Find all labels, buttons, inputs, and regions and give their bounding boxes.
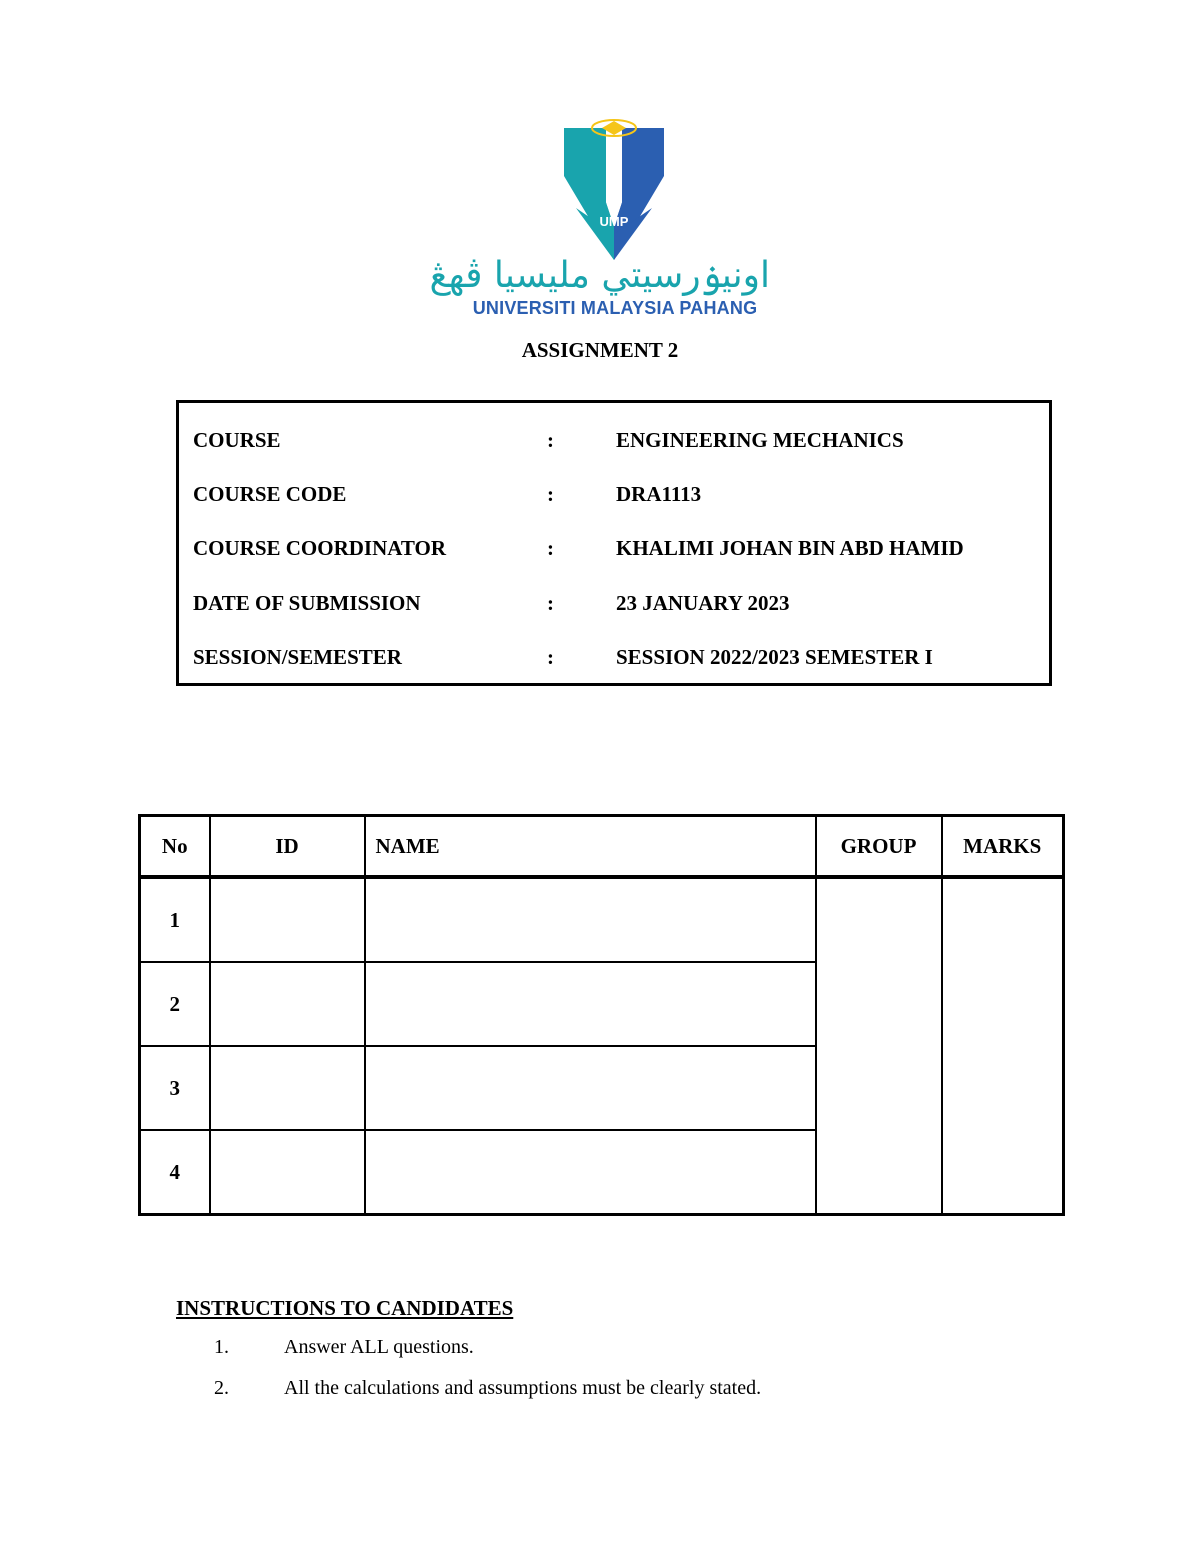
submission-date-label: DATE OF SUBMISSION — [193, 591, 421, 615]
id-header: ID — [210, 816, 365, 878]
page-title: ASSIGNMENT 2 — [521, 338, 679, 362]
instruction-number: 2. — [214, 1377, 229, 1399]
course-value: ENGINEERING MECHANICS — [616, 428, 904, 452]
colon: : — [547, 536, 554, 560]
table-row — [140, 877, 1064, 962]
student-name-cell[interactable] — [365, 1130, 816, 1215]
course-label: COURSE — [193, 428, 281, 452]
colon: : — [547, 482, 554, 506]
student-id-cell[interactable] — [210, 877, 365, 962]
group-header: GROUP — [816, 816, 942, 878]
marks-cell[interactable] — [942, 877, 1064, 1215]
row-number: 3 — [140, 1046, 210, 1130]
course-coordinator-label: COURSE COORDINATOR — [193, 536, 447, 560]
instructions-title: INSTRUCTIONS TO CANDIDATES — [176, 1296, 514, 1320]
course-coordinator-row — [179, 533, 1049, 563]
no-header: No — [140, 816, 210, 878]
row-number: 2 — [140, 962, 210, 1046]
university-name-jawi: اونيۏرسيتي مليسيا ڤهڠ — [429, 255, 770, 296]
session-semester-value: SESSION 2022/2023 SEMESTER I — [616, 645, 933, 669]
marks-header: MARKS — [942, 816, 1064, 878]
session-semester-row — [179, 642, 1049, 672]
session-semester-label: SESSION/SEMESTER — [193, 645, 402, 669]
course-row — [179, 425, 1049, 455]
submission-date-row — [179, 588, 1049, 618]
row-number: 4 — [140, 1130, 210, 1215]
course-coordinator-value: KHALIMI JOHAN BIN ABD HAMID — [616, 536, 964, 560]
student-id-cell[interactable] — [210, 962, 365, 1046]
ump-shield-icon — [562, 118, 666, 260]
course-code-value: DRA1113 — [616, 482, 702, 506]
student-table — [138, 814, 1065, 1216]
course-info-box — [176, 400, 1052, 686]
colon: : — [547, 428, 554, 452]
university-name: UNIVERSITI MALAYSIA PAHANG — [472, 298, 758, 318]
instruction-number: 1. — [214, 1336, 229, 1358]
group-cell[interactable] — [816, 877, 942, 1215]
instruction-text: Answer ALL questions. — [284, 1336, 474, 1358]
table-header-row — [140, 816, 1064, 878]
instruction-text: All the calculations and assumptions must be clearly stated. — [284, 1377, 762, 1399]
student-name-cell[interactable] — [365, 1046, 816, 1130]
course-code-row — [179, 479, 1049, 509]
course-code-label: COURSE CODE — [193, 482, 347, 506]
student-name-cell[interactable] — [365, 877, 816, 962]
submission-date-value: 23 JANUARY 2023 — [616, 591, 790, 615]
university-logo — [562, 118, 666, 260]
student-id-cell[interactable] — [210, 1046, 365, 1130]
student-name-cell[interactable] — [365, 962, 816, 1046]
logo-text: UMP — [599, 214, 629, 229]
student-id-cell[interactable] — [210, 1130, 365, 1215]
colon: : — [547, 591, 554, 615]
colon: : — [547, 645, 554, 669]
row-number: 1 — [140, 877, 210, 962]
name-header: NAME — [365, 816, 816, 878]
